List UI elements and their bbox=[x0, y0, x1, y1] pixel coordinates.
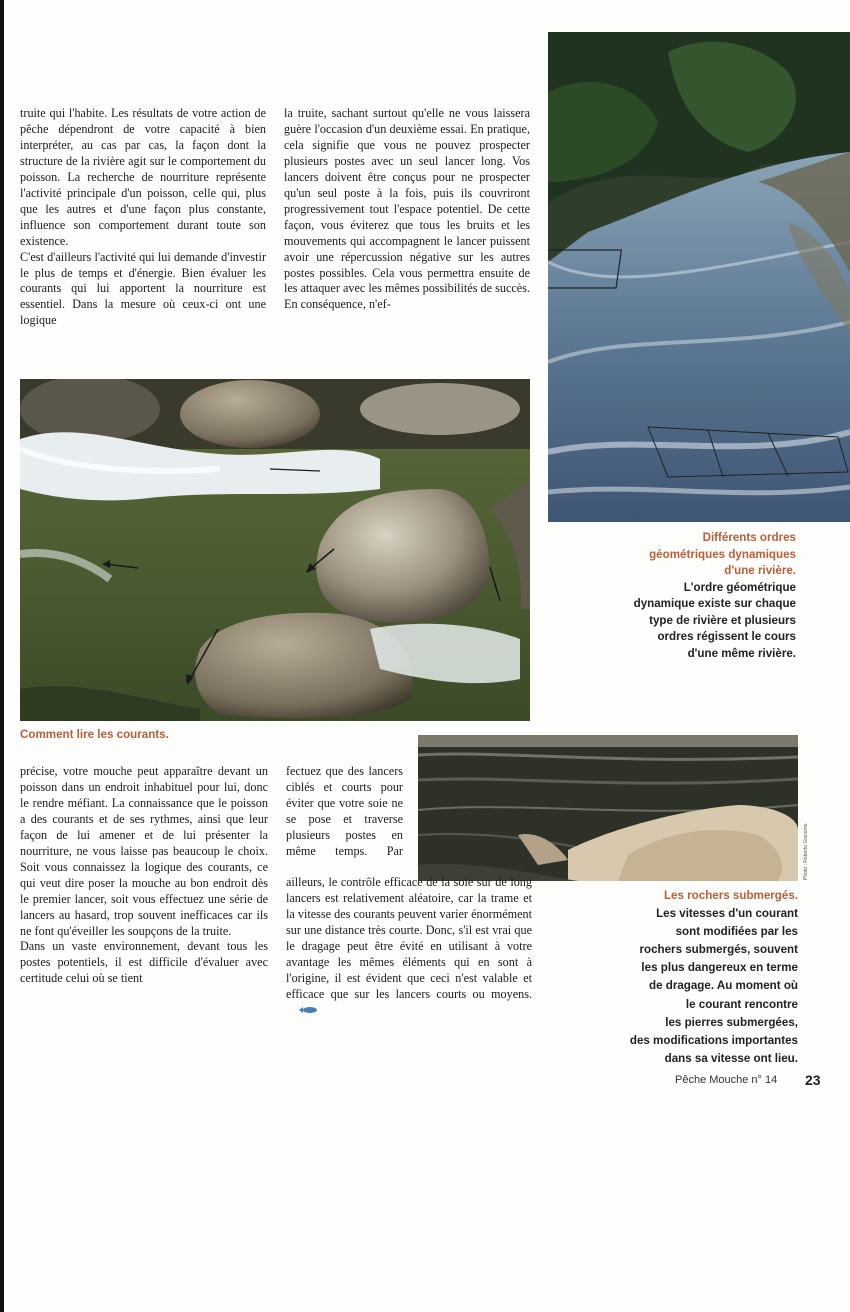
paragraph: précise, votre mouche peut apparaître devant un poisson dans un endroit inhabituel pour lui, donc le rendre méfiant. La connaissance que le poisson a des courants et de ses rythmes, ainsi que leur façon de lui amener et de lui présenter la nourriture, ne vous laisse pas beaucoup le choix. Soit vous connaissez la logique des courants, ce qui veut dire poser la mouche au bon endroit dès le premier lancer, soit vous effectuez une série de lancers au hasard, trop souvent inefficaces car ils ne font qu'éveiller les soupçons de la truite. bbox=[20, 764, 268, 938]
caption-body: des modifications importantes bbox=[629, 1033, 798, 1047]
column-1-top bbox=[20, 106, 266, 329]
caption-body: L'ordre géométrique bbox=[683, 580, 796, 594]
caption-body: rochers submergés, souvent bbox=[639, 943, 798, 957]
page-edge bbox=[0, 0, 4, 1312]
caption-body: dans sa vitesse ont lieu. bbox=[664, 1051, 798, 1065]
fish-end-icon bbox=[298, 1003, 318, 1019]
paragraph: truite qui l'habite. Les résultats de votre action de pêche dépendront de votre capacité à bien interpréter, au cas par cas, la façon dont la structure de la rivière agit sur le comportement du poisson. La recherche de nourriture représente l'activité principale d'un poisson, celle qui, plus que les autres et d'une façon plus constante, influence son comportement durant toute son existence. bbox=[20, 106, 266, 248]
paragraph: C'est d'ailleurs l'activité qui lui demande d'investir le plus de temps et d'énergie. Bien évaluer les courants qui lui apportent la nourriture est essentiel. Dans la mesure où ceux-ci ont une logique bbox=[20, 249, 266, 328]
paragraph-text: ailleurs, le contrôle efficace de la soie sur de long lancers est relativement aléatoire, car la trame et la vitesse des courants peuvent varier énormément sur une distance très courte. Donc, s'il est vrai que le dragage peut être évité en utilisant à votre avantage les mêmes éléments qui en sont à l'origine, il est évident que ceci n'est valable et efficace que sur les lancers courts ou moyens. bbox=[286, 875, 532, 1001]
paragraph bbox=[286, 875, 532, 1019]
caption-geometric-orders bbox=[560, 530, 796, 662]
caption-body: Les vitesses d'un courant bbox=[656, 907, 798, 921]
caption-body: les pierres submergées, bbox=[665, 1015, 798, 1029]
river-photo bbox=[548, 32, 850, 522]
caption-body: de dragage. Au moment où bbox=[648, 979, 798, 993]
caption-body: ordres régissent le cours bbox=[657, 630, 796, 643]
caption-body: type de rivière et plusieurs bbox=[649, 613, 796, 627]
caption-reading-currents: Comment lire les courants. bbox=[20, 728, 169, 741]
paragraph: la truite, sachant surtout qu'elle ne vous laissera guère l'occasion d'un deuxième essai. En pratique, cela signifie que vous ne pouvez prospecter plusieurs postes avec un seul lancer long. Vos lancers doivent être conçus pour ne prospecter qu'un seul poste à la fois, puis ils couvriront progressivement tout l'espace potentiel. De cette façon, vous éviterez que tous les bruits et les mouvements qui accompagnent le lancer puissent avoir une répercussion négative sur les autres postes possibles. Cela vous permettra ensuite de les attaquer avec les mêmes possibilités de succès. En conséquence, n'ef- bbox=[284, 106, 530, 312]
column-2-bottom-narrow bbox=[286, 764, 403, 860]
column-2-bottom-wide bbox=[286, 875, 532, 1019]
caption-title: d'une rivière. bbox=[724, 564, 796, 577]
caption-body: dynamique existe sur chaque bbox=[633, 597, 796, 610]
paragraph: fectuez que des lancers ciblés et courts pour éviter que votre soie ne se pose et traverse plusieurs postes en même temps. Par bbox=[286, 764, 403, 858]
caption-body: d'une même rivière. bbox=[687, 646, 796, 660]
caption-title: géométriques dynamiques bbox=[649, 547, 796, 561]
photo-credit: Photo : Roberto Giacomo bbox=[803, 823, 809, 880]
caption-title: Différents ordres bbox=[702, 531, 796, 544]
paragraph: Dans un vaste environnement, devant tous les postes potentiels, il est difficile d'évaluer avec certitude celui où se tient bbox=[20, 939, 268, 986]
column-2-top bbox=[284, 106, 530, 313]
currents-photo bbox=[20, 379, 530, 721]
page-number: 23 bbox=[805, 1072, 821, 1088]
column-1-bottom bbox=[20, 764, 268, 987]
caption-submerged-rocks bbox=[560, 887, 798, 1068]
caption-body: les plus dangereux en terme bbox=[641, 961, 798, 975]
magazine-footer: Pêche Mouche n° 14 bbox=[675, 1074, 778, 1086]
caption-body: le courant rencontre bbox=[685, 997, 798, 1011]
caption-body: sont modifiées par les bbox=[675, 925, 798, 939]
submerged-rocks-photo bbox=[418, 735, 798, 881]
caption-title: Les rochers submergés. bbox=[663, 889, 798, 902]
